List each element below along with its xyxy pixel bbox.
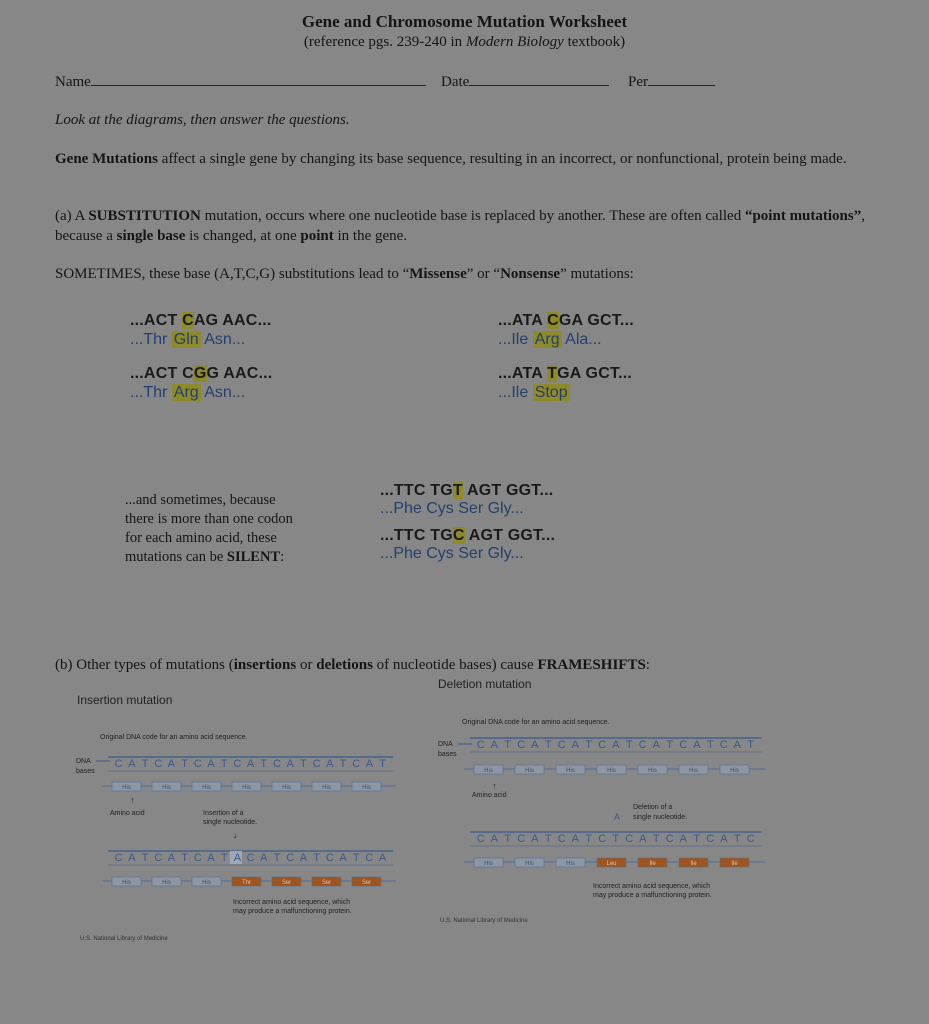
missense-mutated-amino: ...Thr Arg Asn... <box>130 384 246 401</box>
insertion-mutated-base: T <box>313 852 320 864</box>
deletion-original-base: A <box>733 739 741 751</box>
insertion-mutated-aa-label: Ser <box>361 880 372 886</box>
insertion-original-aa-label: His <box>282 785 291 791</box>
insertion-amino-label: Amino acid <box>110 810 145 817</box>
deletion-original-aa-label: His <box>648 768 657 774</box>
substitution-definition: (a) A SUBSTITUTION mutation, occurs where one nucleotide base is replaced by another. These are often called “point mutations”, because a single base is changed, at one point in the gene. <box>55 208 865 244</box>
deletion-original-base: T <box>706 739 714 751</box>
deletion-original-aa-label: His <box>607 768 616 774</box>
insertion-original-base: A <box>365 758 374 770</box>
insertion-mutated-base: A <box>378 852 387 864</box>
deletion-original-base: C <box>476 739 485 751</box>
deletion-original-aa-label: His <box>730 768 739 774</box>
deletion-mutated-base: C <box>476 833 485 845</box>
deletion-original-base: A <box>693 739 701 751</box>
insertion-mutated-base: A <box>233 852 242 864</box>
insertion-mutated-base: T <box>220 852 228 864</box>
silent-explanation: ...and sometimes, because there is more than one codon for each amino acid, these mutations can be SILENT: <box>125 492 293 565</box>
nonsense-mutated-amino: ...Ile Stop <box>498 384 568 401</box>
period-field[interactable]: Per <box>628 72 715 92</box>
deletion-mutated-aa-label: His <box>484 861 493 867</box>
deletion-amino-arrow-icon: ↑ <box>492 781 497 791</box>
deletion-result-2: may produce a malfunctioning protein. <box>593 892 712 899</box>
frameshift-intro: (b) Other types of mutations (insertions or deletions of nucleotide bases) cause FRAMESHIFTS: <box>55 657 650 673</box>
missense-original-dna: ...ACT CAG AAC... <box>130 312 272 329</box>
deletion-original-base: T <box>666 739 674 751</box>
missense-mutated-dna: ...ACT CGG AAC... <box>130 365 273 382</box>
deletion-mutated-base: C <box>746 833 755 845</box>
insertion-original-base: C <box>233 758 242 770</box>
deletion-original-aa-label: His <box>689 768 698 774</box>
deletion-mutated-aa-label: Ile <box>731 861 738 867</box>
insertion-original-base: C <box>154 758 163 770</box>
deletion-original-base: A <box>652 739 660 751</box>
deletion-original-base: A <box>571 739 579 751</box>
insertion-original-amino-acids <box>102 782 396 791</box>
insertion-result-1: Incorrect amino acid sequence, which <box>233 899 351 906</box>
instructions: Look at the diagrams, then answer the questions. <box>55 112 350 128</box>
insertion-mutated-base: C <box>193 852 202 864</box>
nonsense-example <box>498 312 634 402</box>
deletion-mutated-base: C <box>706 833 715 845</box>
insertion-original-aa-label: His <box>162 785 171 791</box>
deletion-mutated-base: A <box>679 833 687 845</box>
deletion-original-base: T <box>585 739 593 751</box>
insertion-original-base: C <box>114 758 123 770</box>
insertion-mutated-base: C <box>286 852 295 864</box>
deletion-mutated-base: A <box>490 833 498 845</box>
insertion-mutated-aa-label: His <box>162 880 171 886</box>
missense-original-amino: ...Thr Gln Asn... <box>130 331 246 348</box>
insertion-original-label: Original DNA code for an amino acid sequence. <box>100 734 248 741</box>
insertion-original-aa-label: His <box>322 785 331 791</box>
insertion-mutated-base: A <box>167 852 176 864</box>
insertion-original-base: T <box>339 758 347 770</box>
deletion-mutated-base: C <box>598 833 607 845</box>
insertion-mutated-base: T <box>273 852 281 864</box>
deletion-original-aa-label: His <box>525 768 534 774</box>
insertion-mutated-base: T <box>352 852 360 864</box>
silent-original-dna: ...TTC TGT AGT GGT... <box>380 482 554 499</box>
insertion-original-strand <box>108 757 393 771</box>
deletion-mutated-base: T <box>733 833 741 845</box>
deletion-mutated-aa-label: Ile <box>649 861 656 867</box>
deletion-diagram-title: Deletion mutation <box>438 677 532 691</box>
insertion-original-base: T <box>379 758 386 770</box>
insertion-note-1: Insertion of a <box>203 810 244 817</box>
amino-arrow-icon: ↑ <box>130 795 135 805</box>
deletion-original-amino-acids <box>464 765 765 774</box>
insertion-mutated-base: A <box>260 852 268 864</box>
insertion-mutated-base: A <box>128 852 136 864</box>
deletion-original-base: C <box>557 739 566 751</box>
insertion-arrow-icon: ↓ <box>233 830 238 840</box>
deletion-mutated-aa-label: His <box>566 861 575 867</box>
deletion-original-strand <box>470 738 762 752</box>
deletion-amino-label: Amino acid <box>472 792 507 799</box>
deletion-mutated-base: C <box>517 833 526 845</box>
insertion-mutated-aa-label: His <box>202 880 211 886</box>
insertion-result-2: may produce a malfunctioning protein. <box>233 908 352 915</box>
deletion-mutated-aa-label: Leu <box>606 861 617 867</box>
insertion-dna-label: DNA <box>76 758 91 765</box>
deletion-mutated-strand <box>470 832 762 846</box>
deletion-mutated-base: T <box>612 833 620 845</box>
insertion-mutated-base: C <box>325 852 334 864</box>
insertion-mutated-aa-label: Ser <box>321 880 332 886</box>
deletion-mutated-base: C <box>625 833 634 845</box>
missense-example <box>130 312 272 402</box>
deletion-mutated-base: A <box>571 833 579 845</box>
deletion-mutated-aa-label: His <box>525 861 534 867</box>
deletion-mutated-base: T <box>693 833 701 845</box>
insertion-note-2: single nucleotide. <box>203 819 258 826</box>
deletion-note-2: single nucleotide. <box>633 814 688 821</box>
deletion-original-base: A <box>612 739 620 751</box>
insertion-mutated-aa-label: Ser <box>281 880 292 886</box>
insertion-mutated-base: C <box>114 852 123 864</box>
deletion-bases-label: bases <box>438 751 457 758</box>
insertion-bases-label: bases <box>76 768 95 775</box>
missense-nonsense-intro: SOMETIMES, these base (A,T,C,G) substitutions lead to “Missense” or “Nonsense” mutations: <box>55 266 634 282</box>
deletion-original-base: T <box>747 739 755 751</box>
nonsense-mutated-dna: ...ATA TGA GCT... <box>498 365 633 382</box>
insertion-original-base: C <box>273 758 281 770</box>
deletion-mutated-base: C <box>665 833 674 845</box>
insertion-original-base: A <box>128 758 136 770</box>
deletion-mutated-base: C <box>557 833 566 845</box>
deletion-diagram <box>430 705 770 935</box>
insertion-original-base: T <box>220 758 228 770</box>
deletion-note-1: Deletion of a <box>633 804 673 811</box>
insertion-original-aa-label: His <box>242 785 251 791</box>
insertion-mutated-base: C <box>154 852 163 864</box>
deletion-mutated-base: A <box>720 833 728 845</box>
insertion-credit: U.S. National Library of Medicine <box>80 936 168 942</box>
insertion-mutated-base: C <box>246 852 255 864</box>
insertion-original-base: C <box>312 758 321 770</box>
insertion-original-base: T <box>141 758 149 770</box>
deletion-original-base: A <box>490 739 498 751</box>
name-field[interactable]: Name <box>55 72 426 92</box>
insertion-original-base: C <box>193 758 202 770</box>
deletion-mutated-base: T <box>652 833 660 845</box>
insertion-original-base: A <box>326 758 334 770</box>
deleted-base: A <box>614 812 621 822</box>
insertion-mutated-base: T <box>141 852 149 864</box>
deletion-original-base: T <box>544 739 552 751</box>
insertion-diagram-title: Insertion mutation <box>77 693 173 707</box>
insertion-mutated-base: T <box>181 852 188 864</box>
insertion-original-base: T <box>181 758 188 770</box>
insertion-original-base: A <box>207 758 215 770</box>
deletion-original-base: C <box>679 739 688 751</box>
insertion-original-aa-label: His <box>202 785 211 791</box>
deletion-original-aa-label: His <box>484 768 493 774</box>
deletion-original-base: A <box>531 739 539 751</box>
worksheet-subtitle: (reference pgs. 239-240 in Modern Biology textbook) <box>303 34 626 50</box>
insertion-diagram <box>70 720 410 950</box>
insertion-original-aa-label: His <box>362 785 371 791</box>
insertion-mutated-strand <box>108 851 393 865</box>
insertion-mutated-aa-label: Thr <box>242 880 251 886</box>
deletion-mutated-base: T <box>544 833 552 845</box>
deletion-credit: U.S. National Library of Medicine <box>440 918 528 924</box>
insertion-mutated-base: A <box>299 852 308 864</box>
silent-mutated-amino: ...Phe Cys Ser Gly... <box>380 545 524 562</box>
deletion-original-base: C <box>598 739 607 751</box>
worksheet-title: Gene and Chromosome Mutation Worksheet <box>301 12 628 31</box>
silent-mutated-dna: ...TTC TGC AGT GGT... <box>380 527 556 544</box>
insertion-mutated-base: A <box>207 852 215 864</box>
insertion-mutated-base: C <box>365 852 374 864</box>
deletion-original-base: C <box>517 739 526 751</box>
deletion-mutated-base: T <box>585 833 593 845</box>
insertion-mutated-amino-acids <box>102 877 396 886</box>
deletion-original-aa-label: His <box>566 768 575 774</box>
insertion-original-base: T <box>300 758 307 770</box>
deletion-original-base: C <box>719 739 728 751</box>
deletion-original-label: Original DNA code for an amino acid sequence. <box>462 719 610 726</box>
deletion-original-base: T <box>504 739 512 751</box>
deletion-mutated-base: A <box>531 833 539 845</box>
deletion-mutated-base: A <box>639 833 647 845</box>
silent-example <box>380 482 555 563</box>
deletion-mutated-aa-label: Ile <box>690 861 697 867</box>
insertion-mutated-aa-label: His <box>122 880 131 886</box>
insertion-original-base: T <box>260 758 268 770</box>
insertion-original-aa-label: His <box>122 785 131 791</box>
insertion-original-base: A <box>167 758 176 770</box>
silent-original-amino: ...Phe Cys Ser Gly... <box>380 500 524 517</box>
insertion-original-base: A <box>246 758 255 770</box>
deletion-original-base: C <box>638 739 647 751</box>
deletion-result-1: Incorrect amino acid sequence, which <box>593 883 711 890</box>
date-field[interactable]: Date <box>441 72 609 92</box>
insertion-mutated-base: A <box>339 852 347 864</box>
insertion-original-base: A <box>286 758 294 770</box>
deletion-mutated-base: T <box>504 833 512 845</box>
gene-mutations-definition: Gene Mutations affect a single gene by changing its base sequence, resulting in an incorrect, or nonfunctional, protein being made. <box>55 151 847 167</box>
nonsense-original-amino: ...Ile Arg Ala... <box>498 331 602 348</box>
deletion-mutated-amino-acids <box>464 858 765 867</box>
insertion-original-base: C <box>352 758 361 770</box>
nonsense-original-dna: ...ATA CGA GCT... <box>498 312 634 329</box>
deletion-dna-label: DNA <box>438 741 453 748</box>
deletion-original-base: T <box>625 739 633 751</box>
